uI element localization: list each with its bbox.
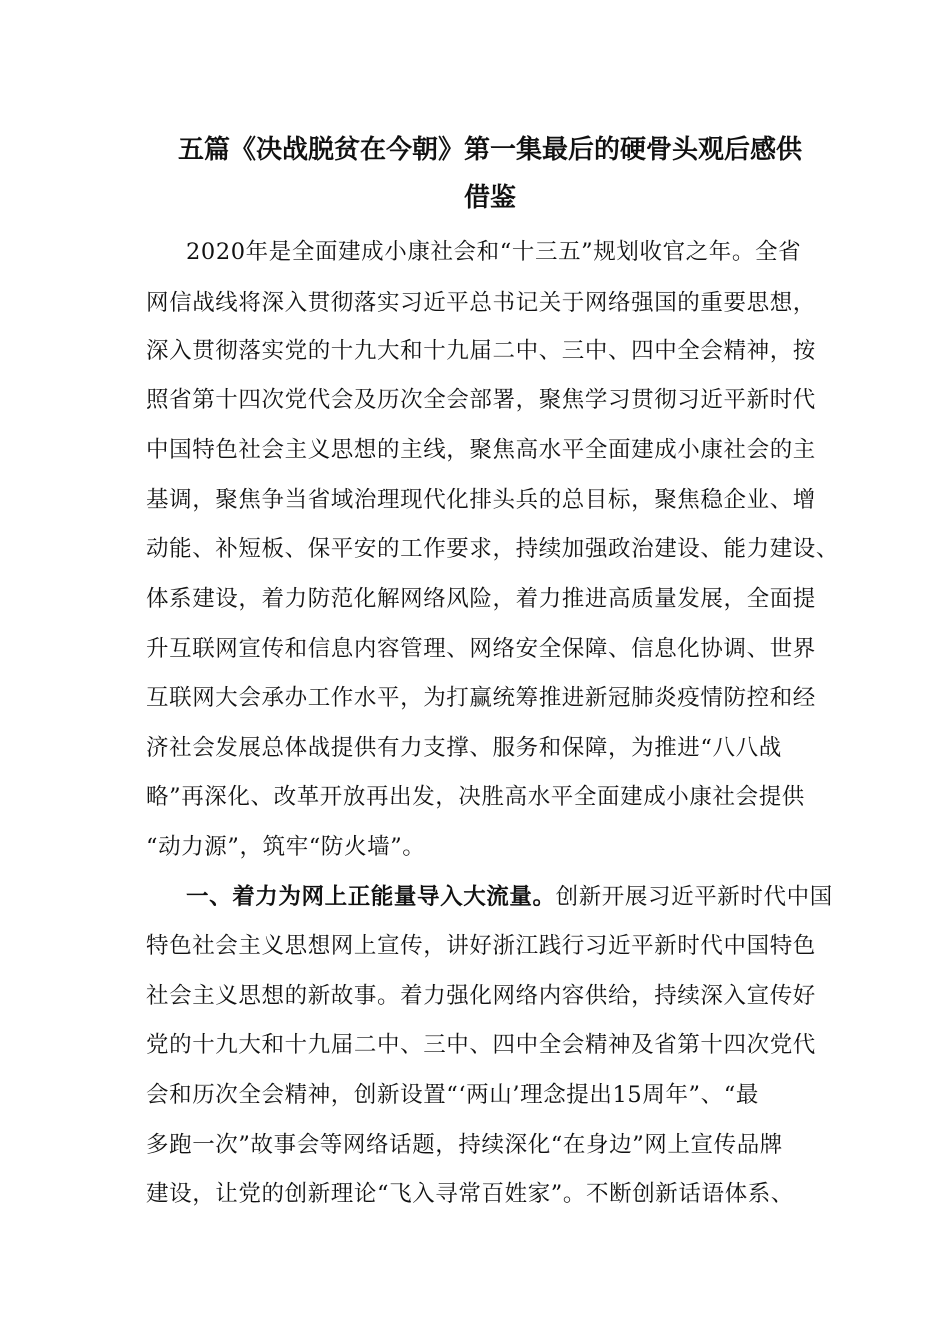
paragraph-2-line: 社会主义思想的新故事。着力强化网络内容供给，持续深入宣传好 — [146, 983, 816, 1009]
paragraph-2-line: 多跑一次”故事会等网络话题，持续深化“在身边”网上宣传品牌 — [146, 1132, 783, 1158]
paragraph-2-line: 特色社会主义思想网上宣传，讲好浙江践行习近平新时代中国特色 — [146, 933, 816, 959]
paragraph-1-line: 中国特色社会主义思想的主线，聚焦高水平全面建成小康社会的主 — [146, 437, 816, 463]
paragraph-1-line: 动能、补短板、保平安的工作要求，持续加强政治建设、能力建设、 — [146, 536, 840, 562]
paragraph-2-text: 创新开展习近平新时代中国 — [555, 884, 833, 910]
paragraph-1-line: 照省第十四次党代会及历次全会部署，聚焦学习贯彻习近平新时代 — [146, 387, 816, 413]
paragraph-2-first-line — [186, 883, 833, 911]
paragraph-1-line: 网信战线将深入贯彻落实习近平总书记关于网络强国的重要思想， — [146, 290, 816, 316]
paragraph-2-line: 会和历次全会精神，创新设置“‘两山’理念提出15周年”、“最 — [146, 1082, 759, 1108]
paragraph-2-line: 党的十九大和十九届二中、三中、四中全会精神及省第十四次党代 — [146, 1032, 816, 1058]
paragraph-1-line: “动力源”，筑牢“防火墙”。 — [146, 834, 426, 860]
paragraph-1-line: 略”再深化、改革开放再出发，决胜高水平全面建成小康社会提供 — [146, 784, 805, 810]
paragraph-1-line: 互联网大会承办工作水平，为打赢统筹推进新冠肺炎疫情防控和经 — [146, 685, 816, 711]
section-heading: 一、着力为网上正能量导入大流量。 — [186, 884, 556, 910]
document-title-line-2: 借鉴 — [463, 183, 516, 213]
paragraph-1-line: 济社会发展总体战提供有力支撑、服务和保障，为推进“八八战 — [146, 735, 782, 761]
paragraph-1-line: 基调，聚焦争当省域治理现代化排头兵的总目标，聚焦稳企业、增 — [146, 487, 816, 513]
paragraph-1-line: 升互联网宣传和信息内容管理、网络安全保障、信息化协调、世界 — [146, 636, 816, 662]
paragraph-1-line: 体系建设，着力防范化解网络风险，着力推进高质量发展，全面提 — [146, 586, 816, 612]
paragraph-1-line: 深入贯彻落实党的十九大和十九届二中、三中、四中全会精神，按 — [146, 338, 816, 364]
document-title-line-1: 五篇《决战脱贫在今朝》第一集最后的硬骨头观后感供 — [177, 135, 802, 165]
paragraph-1-line: 2020年是全面建成小康社会和“十三五”规划收官之年。全省 — [186, 239, 802, 265]
paragraph-2-line: 建设，让党的创新理论“飞入寻常百姓家”。不断创新话语体系、 — [146, 1181, 794, 1207]
